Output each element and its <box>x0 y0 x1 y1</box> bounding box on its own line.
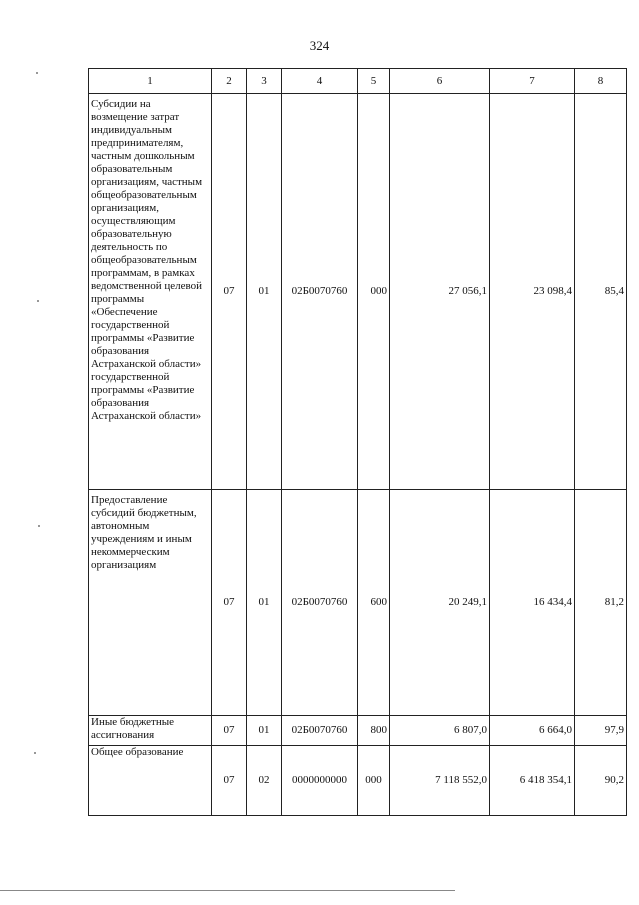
header-cell: 1 <box>89 69 212 94</box>
table-row <box>89 94 627 490</box>
scan-speck <box>37 300 39 302</box>
actual-cell: 23 098,4 <box>490 94 575 490</box>
header-cell: 6 <box>390 69 490 94</box>
table-row <box>89 746 627 816</box>
row-name-cell <box>89 716 212 746</box>
plan-cell: 7 118 552,0 <box>390 746 490 816</box>
row-name-cell <box>89 490 212 716</box>
subchapter-cell: 01 <box>247 490 282 716</box>
actual-cell: 6 418 354,1 <box>490 746 575 816</box>
scan-edge-line <box>0 890 455 891</box>
actual-cell: 6 664,0 <box>490 716 575 746</box>
subchapter-cell: 01 <box>247 94 282 490</box>
scan-speck <box>38 525 40 527</box>
header-cell: 5 <box>358 69 390 94</box>
subchapter-cell: 01 <box>247 716 282 746</box>
target-item-cell: 02Б0070760 <box>282 716 358 746</box>
percent-cell: 90,2 <box>575 746 627 816</box>
plan-cell: 6 807,0 <box>390 716 490 746</box>
header-cell: 4 <box>282 69 358 94</box>
percent-cell: 85,4 <box>575 94 627 490</box>
budget-table <box>88 68 627 816</box>
row-name-cell <box>89 94 212 490</box>
scan-speck <box>34 752 36 754</box>
row-name-text: Иные бюджетные ассигнования <box>91 716 175 741</box>
actual-cell: 16 434,4 <box>490 490 575 716</box>
target-item-cell: 02Б0070760 <box>282 94 358 490</box>
plan-cell: 27 056,1 <box>390 94 490 490</box>
table-row <box>89 490 627 716</box>
percent-cell: 81,2 <box>575 490 627 716</box>
target-item-cell: 0000000000 <box>282 746 358 816</box>
subchapter-cell: 02 <box>247 746 282 816</box>
row-name-text: Общее образование <box>91 746 184 758</box>
header-cell: 2 <box>212 69 247 94</box>
plan-cell: 20 249,1 <box>390 490 490 716</box>
expense-type-cell: 000 <box>358 94 390 490</box>
chapter-cell: 07 <box>212 490 247 716</box>
table-row <box>89 716 627 746</box>
chapter-cell: 07 <box>212 94 247 490</box>
scan-speck <box>36 72 38 74</box>
expense-type-cell: 600 <box>358 490 390 716</box>
row-name-text: Субсидии на возмещение затрат индивидуальным предпринимателям, частным дошкольным образовательным организациям, частным общеобразовательным организациям, осуществляющим образовательную деятельность по общеобразовательным программам, в рамках ведомственной целевой программы «Обеспечение государственной программы «Развитие образования Астраханской области» государственной программы «Развитие образования Астраханской области» <box>91 98 203 422</box>
chapter-cell: 07 <box>212 746 247 816</box>
percent-cell: 97,9 <box>575 716 627 746</box>
chapter-cell: 07 <box>212 716 247 746</box>
target-item-cell: 02Б0070760 <box>282 490 358 716</box>
header-row <box>89 69 627 94</box>
row-name-text: Предоставление субсидий бюджетным, автономным учреждениям и иным некоммерческим организациям <box>91 494 197 571</box>
expense-type-cell: 000 <box>358 746 390 816</box>
header-cell: 3 <box>247 69 282 94</box>
expense-type-cell: 800 <box>358 716 390 746</box>
page-number: 324 <box>309 38 330 53</box>
header-cell: 7 <box>490 69 575 94</box>
header-cell: 8 <box>575 69 627 94</box>
row-name-cell <box>89 746 212 816</box>
